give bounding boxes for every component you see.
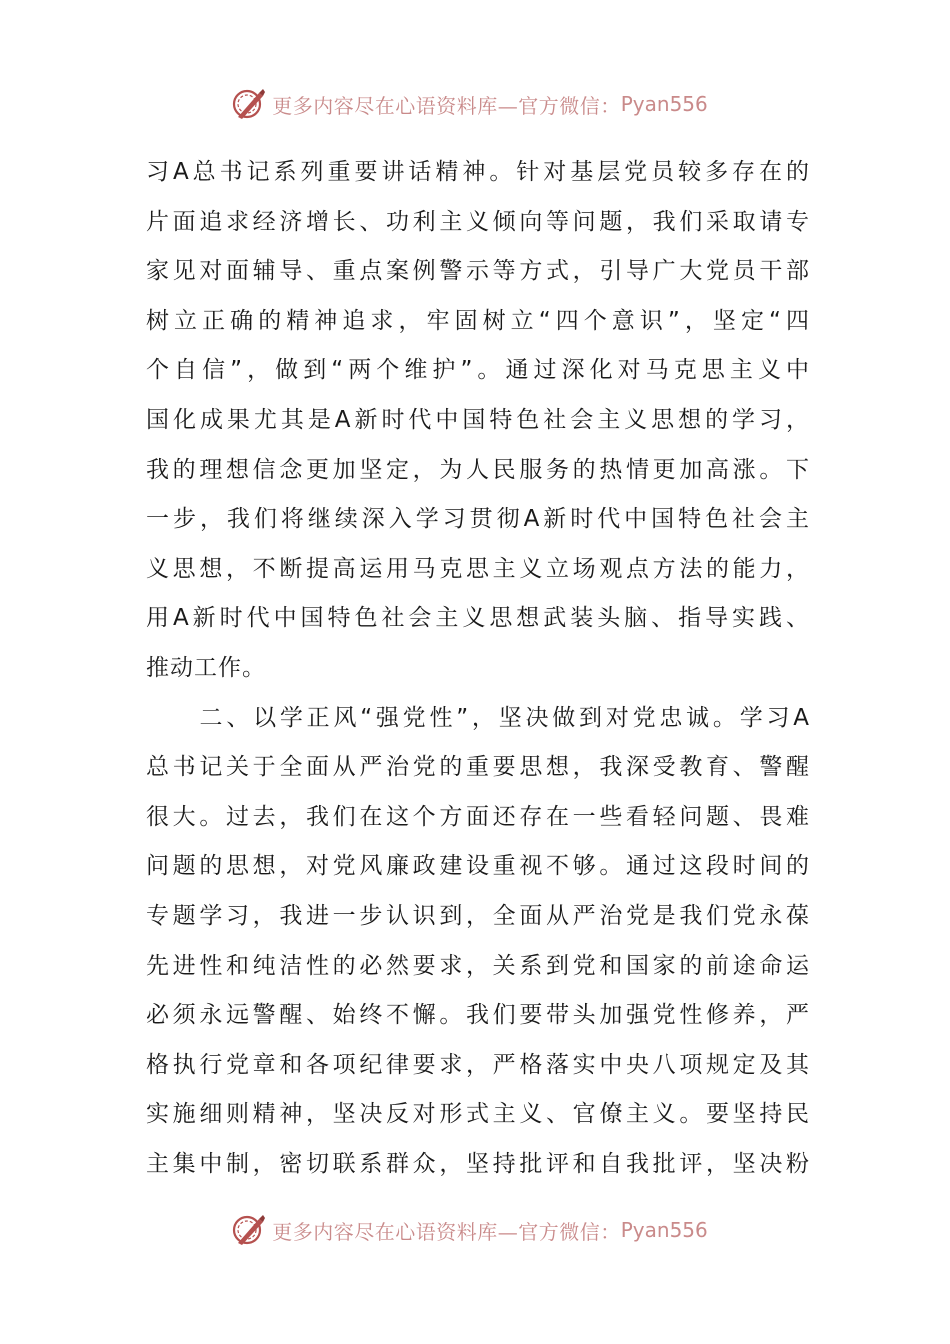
pen-logo-icon — [232, 87, 266, 121]
text-line: 格执行党章和各项纪律要求，严格落实中央八项规定及其 — [146, 1051, 810, 1078]
text-line: 推动工作。 — [146, 654, 266, 681]
watermark-handle: Pyan556 — [620, 92, 708, 116]
text-line: 很大。过去，我们在这个方面还存在一些看轻问题、畏难 — [146, 803, 810, 830]
text-line: 树立正确的精神追求，牢固树立“四个意识”，坚定“四 — [146, 307, 810, 334]
text-line: 二、以学正风“强党性”，坚决做到对党忠诚。学习A — [146, 704, 810, 731]
text-line: 义思想，不断提高运用马克思主义立场观点方法的能力， — [146, 555, 810, 582]
text-line: 个自信”，做到“两个维护”。通过深化对马克思主义中 — [146, 357, 810, 384]
text-line: 主集中制，密切联系群众，坚持批评和自我批评，坚决粉 — [146, 1150, 810, 1177]
text-line: 先进性和纯洁性的必然要求，关系到党和国家的前途命运 — [146, 952, 810, 979]
text-line: 一步，我们将继续深入学习贯彻A新时代中国特色社会主 — [146, 506, 810, 533]
text-line: 问题的思想，对党风廉政建设重视不够。通过这段时间的 — [146, 853, 810, 880]
text-line: 总书记关于全面从严治党的重要思想，我深受教育、警醒 — [146, 754, 810, 781]
text-line: 片面追求经济增长、功利主义倾向等问题，我们采取请专 — [146, 208, 810, 235]
pen-logo-icon — [232, 1213, 266, 1247]
paragraph-1 — [146, 148, 810, 694]
text-line: 习A总书记系列重要讲话精神。针对基层党员较多存在的 — [146, 159, 810, 185]
document-body — [146, 148, 810, 1189]
text-line: 家见对面辅导、重点案例警示等方式，引导广大党员干部 — [146, 258, 810, 285]
text-line: 用A新时代中国特色社会主义思想武装头脑、指导实践、 — [146, 605, 810, 632]
text-line: 专题学习，我进一步认识到，全面从严治党是我们党永葆 — [146, 902, 810, 929]
text-line: 必须永远警醒、始终不懈。我们要带头加强党性修养，严 — [146, 1002, 810, 1029]
watermark-text: 更多内容尽在心语资料库—官方微信： — [272, 1219, 621, 1244]
watermark-handle: Pyan556 — [620, 1218, 708, 1242]
paragraph-2 — [146, 694, 810, 1190]
footer-watermark — [0, 1208, 950, 1252]
text-line: 实施细则精神，坚决反对形式主义、官僚主义。要坚持民 — [146, 1101, 810, 1128]
watermark-text: 更多内容尽在心语资料库—官方微信： — [272, 93, 621, 118]
text-line: 国化成果尤其是A新时代中国特色社会主义思想的学习， — [146, 406, 810, 433]
text-line: 我的理想信念更加坚定，为人民服务的热情更加高涨。下 — [146, 456, 810, 483]
header-watermark — [0, 82, 950, 126]
